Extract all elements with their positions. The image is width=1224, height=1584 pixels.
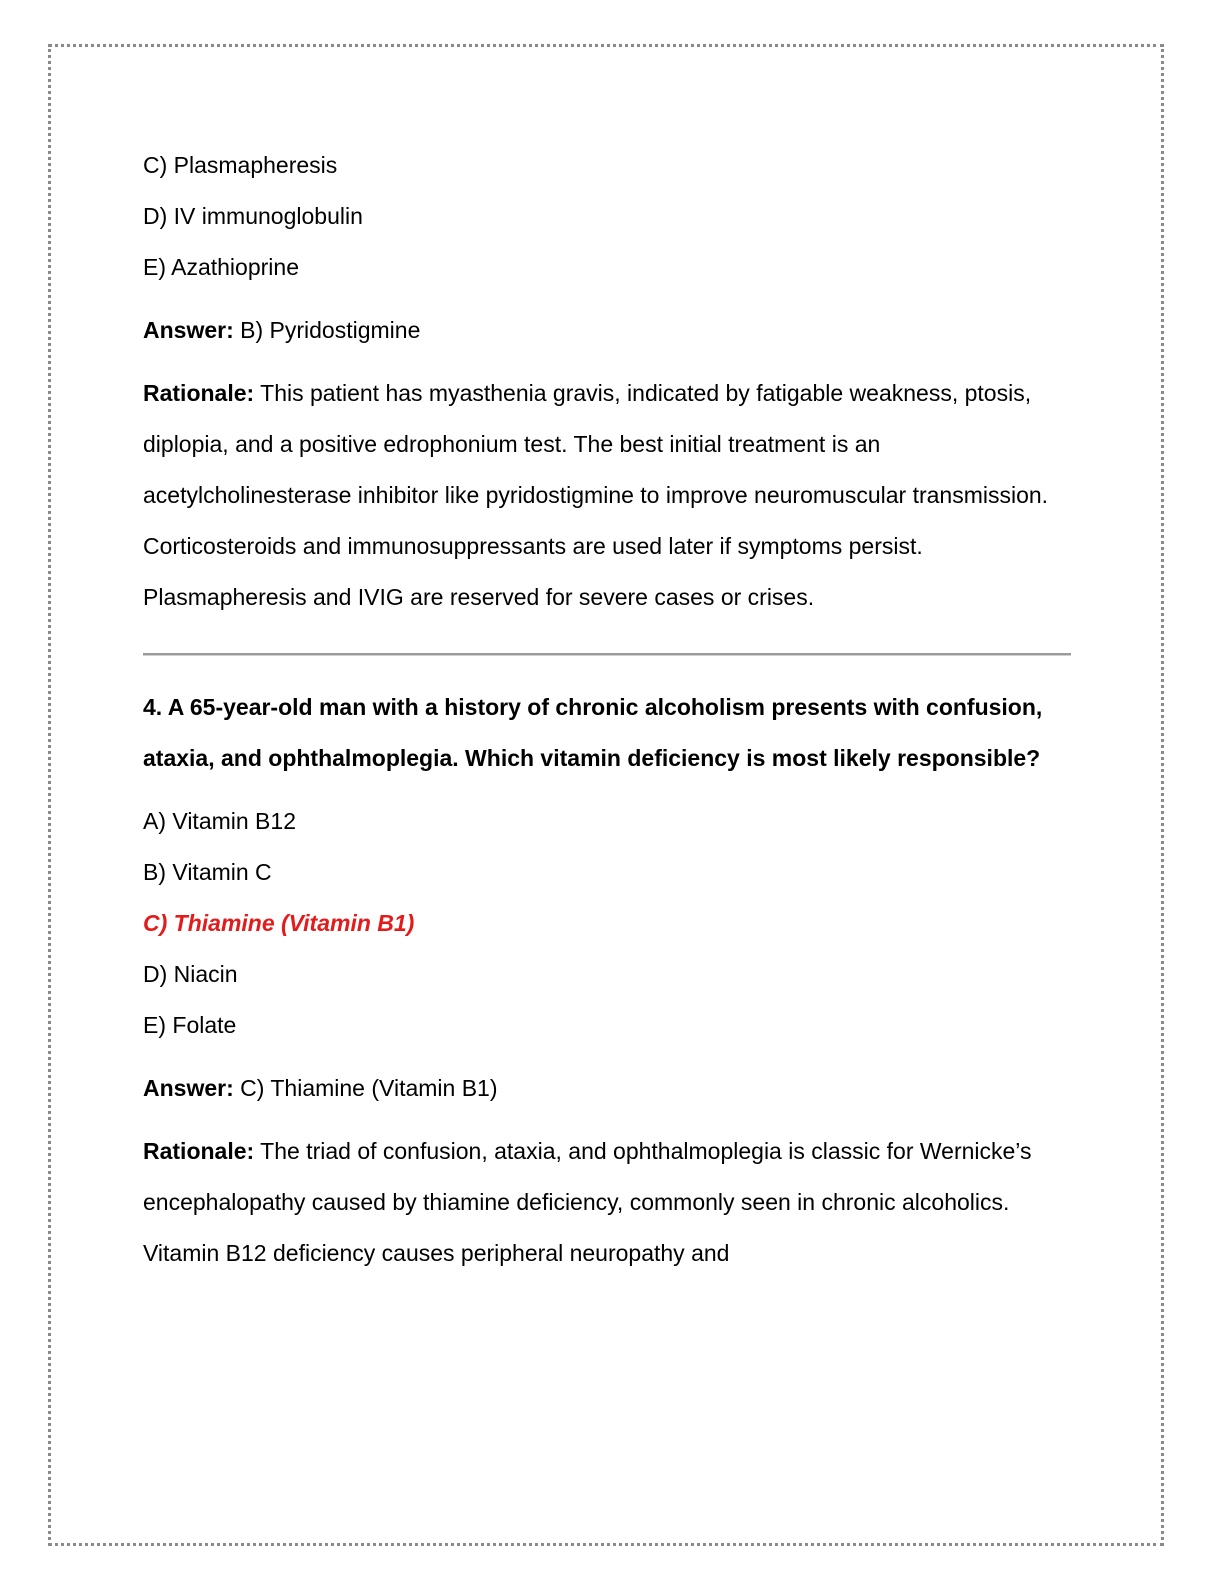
q3-rationale xyxy=(143,368,1073,623)
q3-answer-text: B) Pyridostigmine xyxy=(233,317,421,343)
q3-option-d: D) IV immunoglobulin xyxy=(143,203,363,229)
q3-rationale-text: This patient has myasthenia gravis, indicated by fatigable weakness, ptosis, diplopia, and a positive edrophonium test. The best initial treatment is an acetylcholinesterase inhibitor like pyridostigmine to improve neuromuscular transmission. Corticosteroids and immunosuppressants are used later if symptoms persist. Plasmapheresis and IVIG are reserved for severe cases or crises. xyxy=(143,380,1049,610)
q4-options xyxy=(143,796,1073,1051)
q4-answer xyxy=(143,1063,1073,1114)
q4-option-e: E) Folate xyxy=(143,1012,237,1038)
q4-answer-label: Answer: xyxy=(143,1075,234,1101)
q4-question: 4. A 65-year-old man with a history of chronic alcoholism presents with confusion, ataxia, and ophthalmoplegia. Which vitamin deficiency is most likely responsible? xyxy=(143,694,1043,771)
q3-answer xyxy=(143,305,1073,356)
q3-options xyxy=(143,140,1073,293)
q4-rationale-label: Rationale: xyxy=(143,1138,255,1164)
document-body xyxy=(143,140,1073,1279)
q4-answer-text: C) Thiamine (Vitamin B1) xyxy=(233,1075,498,1101)
q4-option-c-correct: C) Thiamine (Vitamin B1) xyxy=(143,910,415,936)
q3-rationale-label: Rationale: xyxy=(143,380,255,406)
q4-rationale xyxy=(143,1126,1073,1279)
q3-answer-label: Answer: xyxy=(143,317,234,343)
q4-option-a: A) Vitamin B12 xyxy=(143,808,296,834)
q3-option-e: E) Azathioprine xyxy=(143,254,299,280)
q3-option-c: C) Plasmapheresis xyxy=(143,152,338,178)
q4-option-b: B) Vitamin C xyxy=(143,859,272,885)
q4-rationale-text: The triad of confusion, ataxia, and ophthalmoplegia is classic for Wernicke’s encephalopathy caused by thiamine deficiency, commonly seen in chronic alcoholics. Vitamin B12 deficiency causes peripheral neuropathy and xyxy=(143,1138,1032,1266)
q4-option-d: D) Niacin xyxy=(143,961,238,987)
section-divider xyxy=(143,653,1071,656)
